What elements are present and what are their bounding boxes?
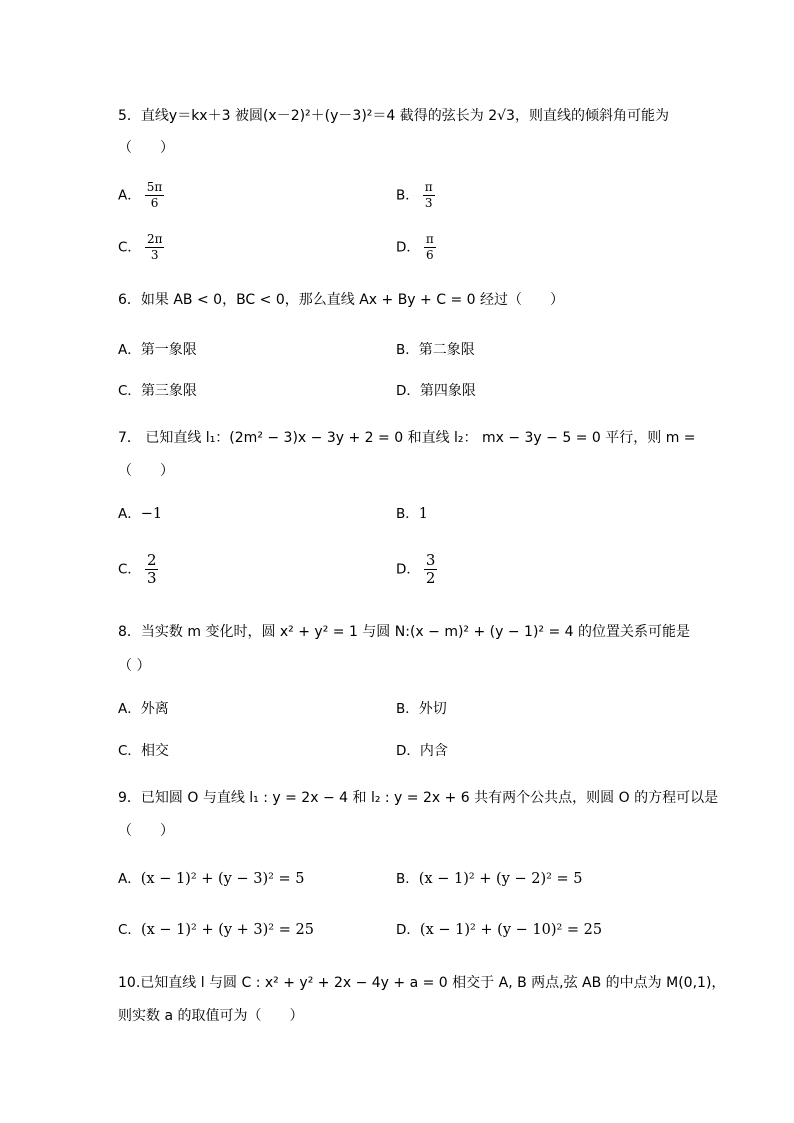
fraction <box>145 180 165 211</box>
option-label: B． <box>396 701 419 717</box>
fraction <box>145 232 165 263</box>
option-text: −1 <box>140 506 163 522</box>
option-label: D． <box>396 239 420 256</box>
option-text: (x − 1)² + (y − 2)² = 5 <box>418 871 583 887</box>
q5-answer-blank: （ ） <box>118 140 174 156</box>
option-text: 第二象限 <box>418 342 475 358</box>
denominator: 3 <box>146 569 157 587</box>
q7-stem: 7． 已知直线 l₁：(2m² − 3)x − 3y + 2 = 0 和直线 l₂： mx − 3y − 5 = 0 平行，则 m = <box>118 430 696 446</box>
option-text: (x − 1)² + (y − 3)² = 5 <box>140 871 305 887</box>
option-label: D． <box>396 561 420 578</box>
numerator: π <box>424 180 433 194</box>
denominator: 3 <box>424 196 433 210</box>
denominator: 3 <box>150 248 159 262</box>
option-label: A． <box>118 871 141 887</box>
q10-stem-continued: 则实数 a 的取值可为（ ） <box>118 1008 304 1024</box>
q7-option-a[interactable] <box>118 504 162 524</box>
denominator: 6 <box>426 248 434 262</box>
q5-stem: 5．直线y＝kx＋3 被圆(x－2)²＋(y－3)²＝4 截得的弦长为 2√3，则直线的倾斜角可能为 <box>118 108 669 124</box>
option-label: A． <box>118 701 141 717</box>
denominator: 6 <box>150 196 159 210</box>
option-label: C． <box>118 561 141 578</box>
q5-option-c[interactable] <box>118 232 164 263</box>
option-label: C． <box>118 743 141 759</box>
numerator: 3 <box>425 551 436 569</box>
option-text: 相交 <box>140 743 169 759</box>
q8-answer-blank: （ ） <box>118 658 151 674</box>
option-label: B． <box>396 342 419 358</box>
q6-option-c[interactable] <box>118 381 197 401</box>
fraction <box>424 232 436 263</box>
q7-option-c[interactable] <box>118 552 158 587</box>
q6-option-a[interactable] <box>118 340 197 360</box>
q7-answer-blank: （ ） <box>118 463 174 479</box>
option-text: 外切 <box>418 701 447 717</box>
option-text: 第四象限 <box>419 383 476 399</box>
option-label: C． <box>118 922 141 938</box>
option-label: A． <box>118 342 141 358</box>
option-label: B． <box>396 871 419 887</box>
q8-option-a[interactable] <box>118 699 169 719</box>
q6-option-d[interactable] <box>396 381 476 401</box>
numerator: 5π <box>146 180 163 194</box>
option-label: C． <box>118 239 141 256</box>
option-label: A． <box>118 506 141 522</box>
fraction <box>424 552 438 587</box>
option-text: (x − 1)² + (y + 3)² = 25 <box>140 922 314 938</box>
q9-answer-blank: （ ） <box>118 823 174 839</box>
option-label: C． <box>118 383 141 399</box>
q7-option-d[interactable] <box>396 552 437 587</box>
q6-stem: 6．如果 AB < 0，BC < 0，那么直线 Ax + By + C = 0 经过（ ） <box>118 292 564 308</box>
fraction <box>145 552 159 587</box>
option-label: B． <box>396 187 419 204</box>
numerator: π <box>425 232 434 246</box>
q5-option-d[interactable] <box>396 232 436 263</box>
q5-option-b[interactable] <box>396 180 435 211</box>
q8-option-d[interactable] <box>396 741 448 761</box>
option-text: 外离 <box>140 701 169 717</box>
q9-option-a[interactable] <box>118 869 305 889</box>
q6-option-b[interactable] <box>396 340 475 360</box>
q8-stem: 8．当实数 m 变化时，圆 x² + y² = 1 与圆 N:(x − m)² + (y − 1)² = 4 的位置关系可能是 <box>118 624 691 640</box>
option-text: 内含 <box>419 743 448 759</box>
option-label: B． <box>396 506 419 522</box>
option-label: A． <box>118 187 141 204</box>
option-text: 第三象限 <box>140 383 197 399</box>
denominator: 2 <box>425 569 436 587</box>
q10-stem: 10.已知直线 l 与圆 C : x² + y² + 2x − 4y + a = 0 相交于 A, B 两点,弦 AB 的中点为 M(0,1)， <box>118 975 726 991</box>
q9-option-d[interactable] <box>396 920 602 940</box>
option-text: (x − 1)² + (y − 10)² = 25 <box>419 922 603 938</box>
option-label: D． <box>396 743 420 759</box>
q8-option-c[interactable] <box>118 741 169 761</box>
option-text: 1 <box>418 506 428 522</box>
option-text: 第一象限 <box>140 342 197 358</box>
q8-option-b[interactable] <box>396 699 447 719</box>
numerator: 2 <box>146 551 157 569</box>
option-label: D． <box>396 383 420 399</box>
q9-stem: 9．已知圆 O 与直线 l₁ : y = 2x − 4 和 l₂ : y = 2x + 6 共有两个公共点，则圆 O 的方程可以是 <box>118 790 719 806</box>
numerator: 2π <box>146 232 163 246</box>
fraction <box>423 180 435 211</box>
option-label: D． <box>396 922 420 938</box>
q7-option-b[interactable] <box>396 504 428 524</box>
q9-option-b[interactable] <box>396 869 583 889</box>
q5-option-a[interactable] <box>118 180 164 211</box>
q9-option-c[interactable] <box>118 920 314 940</box>
